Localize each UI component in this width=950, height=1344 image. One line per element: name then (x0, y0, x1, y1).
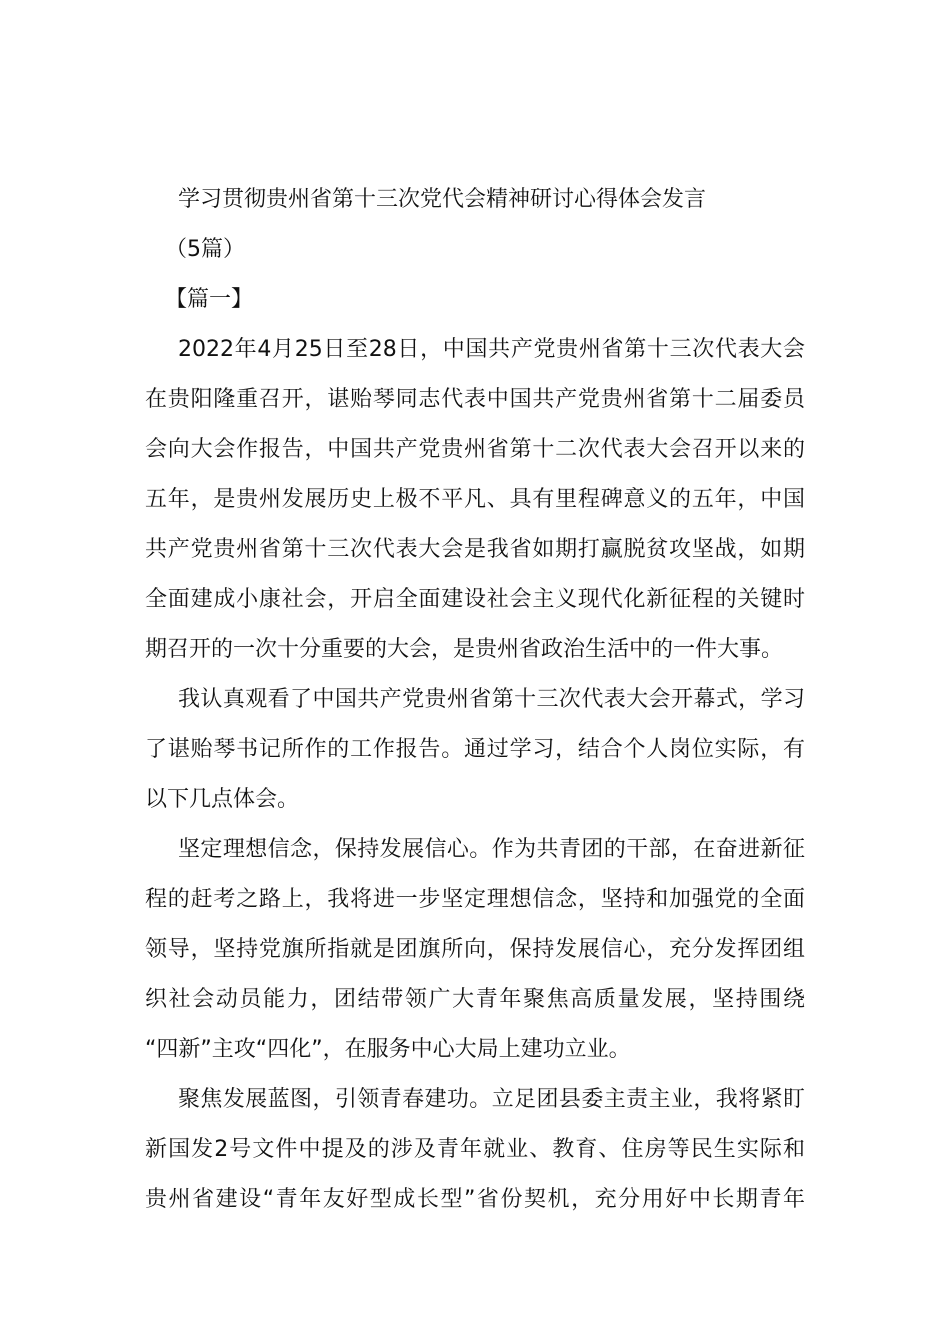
paragraph-line: 聚焦发展蓝图，引领青春建功。立足团县委主责主业，我将紧盯 (178, 1087, 805, 1112)
paragraph-2 (145, 675, 805, 825)
paragraph-line: 以下几点体会。 (145, 787, 300, 812)
paragraph-line: 在贵阳隆重召开，谌贻琴同志代表中国共产党贵州省第十二届委员 (145, 387, 805, 412)
paragraph-line: 2022年4月25日至28日，中国共产党贵州省第十三次代表大会 (178, 337, 805, 362)
document-subtitle: （5篇） (165, 237, 245, 262)
section-heading: 【篇一】 (165, 287, 254, 312)
paragraph-line: 贵州省建设“青年友好型成长型”省份契机，充分用好中长期青年 (145, 1187, 805, 1212)
document-body (145, 175, 805, 1225)
paragraph-line: 全面建成小康社会，开启全面建设社会主义现代化新征程的关键时 (145, 587, 805, 612)
paragraph-1 (145, 325, 805, 675)
paragraph-4 (145, 1075, 805, 1225)
paragraph-line: “四新”主攻“四化”，在服务中心大局上建功立业。 (145, 1037, 631, 1062)
paragraph-line: 新国发2号文件中提及的涉及青年就业、教育、住房等民生实际和 (145, 1137, 805, 1162)
paragraph-line: 坚定理想信念，保持发展信心。作为共青团的干部，在奋进新征 (178, 837, 805, 862)
paragraph-line: 期召开的一次十分重要的大会，是贵州省政治生活中的一件大事。 (145, 637, 784, 662)
paragraph-line: 织社会动员能力，团结带领广大青年聚焦高质量发展，坚持围绕 (145, 987, 805, 1012)
paragraph-line: 了谌贻琴书记所作的工作报告。通过学习，结合个人岗位实际，有 (145, 737, 805, 762)
paragraph-line: 我认真观看了中国共产党贵州省第十三次代表大会开幕式，学习 (178, 687, 805, 712)
paragraph-line: 会向大会作报告，中国共产党贵州省第十二次代表大会召开以来的 (145, 437, 805, 462)
paragraph-line: 五年，是贵州发展历史上极不平凡、具有里程碑意义的五年，中国 (145, 487, 805, 512)
paragraph-line: 共产党贵州省第十三次代表大会是我省如期打赢脱贫攻坚战，如期 (145, 537, 805, 562)
paragraph-line: 程的赶考之路上，我将进一步坚定理想信念，坚持和加强党的全面 (145, 887, 805, 912)
paragraph-line: 领导，坚持党旗所指就是团旗所向，保持发展信心，充分发挥团组 (145, 937, 805, 962)
document-title: 学习贯彻贵州省第十三次党代会精神研讨心得体会发言 (178, 187, 707, 212)
paragraph-3 (145, 825, 805, 1075)
